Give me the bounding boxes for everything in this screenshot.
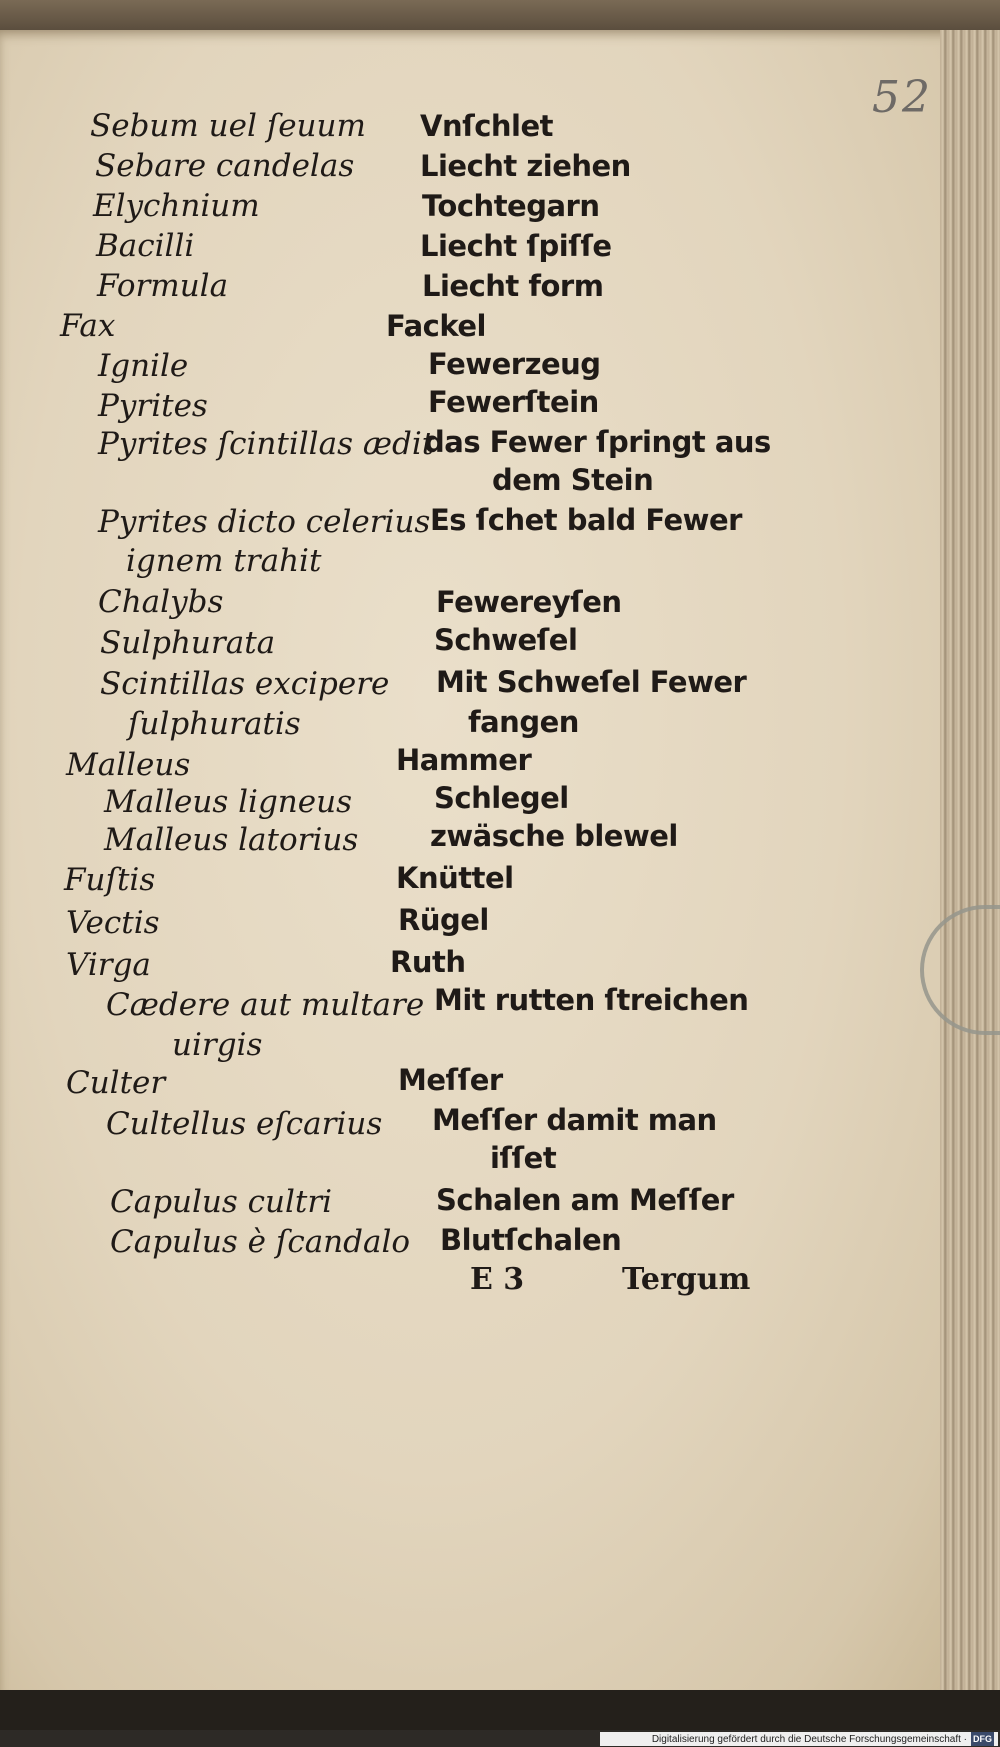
latin-term: Cultellus eſcarius [106, 1106, 383, 1142]
german-term: Schweſel [434, 623, 578, 657]
german-term: Es ſchet bald Fewer [430, 503, 742, 537]
latin-term: Cædere aut multare [106, 987, 425, 1023]
german-term: Hammer [396, 743, 532, 777]
latin-term: Malleus ligneus [104, 784, 352, 820]
latin-term: Pyrites [98, 388, 208, 424]
german-term: Mit Schweſel Fewer [436, 665, 747, 699]
german-term: Tochtegarn [422, 189, 600, 223]
german-term: Liecht ziehen [420, 149, 631, 183]
german-term: Knüttel [396, 861, 514, 895]
dfg-logo: DFG [973, 1734, 992, 1744]
german-term: Fewerzeug [428, 347, 601, 381]
latin-term: Capulus cultri [110, 1184, 333, 1220]
page-edges [940, 30, 1000, 1700]
german-term: Rügel [398, 903, 489, 937]
german-term: Meſſer damit man [432, 1103, 717, 1137]
german-term: Schlegel [434, 781, 569, 815]
latin-term: Fuſtis [64, 862, 156, 898]
latin-term-continued: ſulphuratis [128, 706, 301, 742]
credit-text: Digitalisierung gefördert durch die Deutsche Forschungsgemeinschaft · [651, 1734, 967, 1745]
digitization-credit [600, 1732, 998, 1746]
latin-term: Bacilli [96, 228, 195, 264]
latin-term-continued: ignem trahit [126, 543, 322, 579]
german-term: Ruth [390, 945, 466, 979]
latin-term: Elychnium [93, 188, 260, 224]
german-term: das Fewer ſpringt aus [424, 425, 771, 459]
german-term: Fackel [386, 309, 486, 343]
german-term: zwäsche blewel [430, 819, 678, 853]
german-term-continued: iſſet [490, 1141, 557, 1175]
latin-term: Pyrites dicto celerius [98, 504, 431, 540]
german-term-continued: fangen [468, 705, 579, 739]
latin-term: Sebum uel ſeuum [90, 108, 366, 144]
german-term: Fewerſtein [428, 385, 599, 419]
latin-term: Formula [97, 268, 229, 304]
latin-term: Sulphurata [100, 625, 276, 661]
german-term: Schalen am Meſſer [436, 1183, 734, 1217]
folio-number: 52 [872, 72, 932, 123]
latin-term: Scintillas excipere [100, 666, 390, 702]
latin-term: Fax [60, 308, 116, 344]
catchword: Tergum [622, 1262, 751, 1297]
german-term: Liecht ſpiſſe [420, 229, 612, 263]
latin-term: Malleus latorius [104, 822, 359, 858]
latin-term: Pyrites ſcintillas ædit [98, 426, 435, 462]
latin-term: Culter [66, 1065, 166, 1101]
latin-term: Vectis [66, 905, 160, 941]
scan-bottom-margin [0, 1690, 1000, 1730]
latin-term: Sebare candelas [95, 148, 355, 184]
german-term: Vnſchlet [420, 109, 554, 143]
german-term-continued: dem Stein [492, 463, 654, 497]
latin-term: Virga [66, 947, 151, 983]
signature-mark: E 3 [470, 1262, 525, 1297]
latin-term-continued: uirgis [172, 1027, 263, 1063]
german-term: Fewereyſen [436, 585, 622, 619]
german-term: Meſſer [398, 1063, 503, 1097]
latin-term: Capulus è ſcandalo [110, 1224, 411, 1260]
scan-background [0, 0, 1000, 30]
latin-term: Malleus [66, 747, 191, 783]
german-term: Blutſchalen [440, 1223, 622, 1257]
latin-term: Chalybs [98, 584, 224, 620]
german-term: Mit rutten ſtreichen [434, 983, 749, 1017]
german-term: Liecht form [422, 269, 604, 303]
latin-term: Ignile [98, 348, 189, 384]
